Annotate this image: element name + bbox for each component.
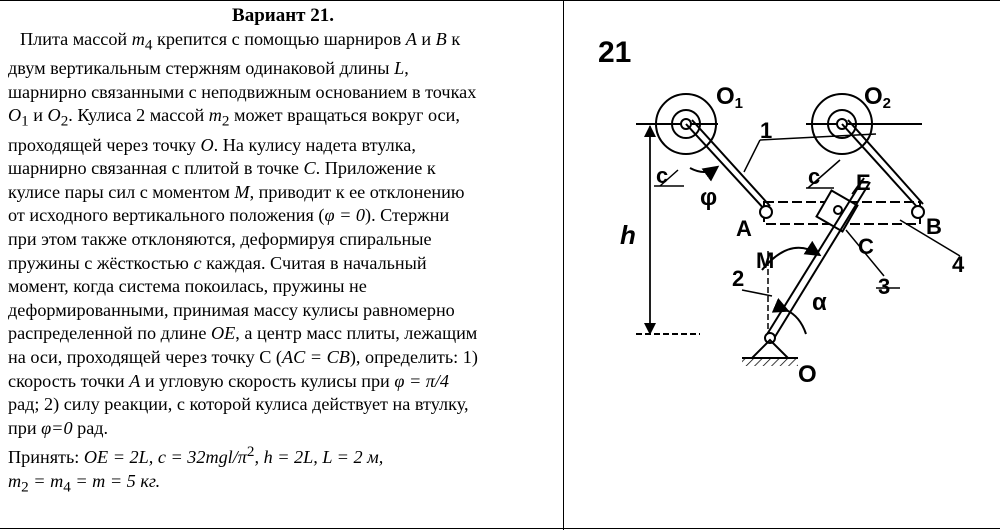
text-line-8: от исходного вертикального положения (φ = 0). Стержни [8, 205, 450, 226]
label-C: C [858, 234, 874, 259]
text-line-11: момент, когда система покоилась, пружины не [8, 276, 367, 297]
text-line-3: шарнирно связанными с неподвижным основанием в точках [8, 81, 477, 102]
support-hatching [742, 358, 798, 366]
text-line-15: скорость точки A и угловую скорость кулисы при φ = π/4 [8, 370, 450, 391]
hinge-A [760, 206, 772, 218]
hinge-B [912, 206, 924, 218]
text-line-16: рад; 2) силу реакции, с которой кулиса действует на втулку, [8, 394, 469, 415]
text-line-2: двум вертикальным стержням одинаковой длины L, [8, 58, 409, 79]
rod-O1-A [686, 124, 766, 211]
label-2: 2 [732, 266, 745, 291]
text-line-12: деформированными, принимая массу кулисы равномерно [8, 299, 455, 320]
label-c-left: c [656, 163, 669, 188]
text-line-7: кулисе пары сил с моментом M, приводит к ее отклонению [8, 181, 465, 202]
text-line-9: при этом также отклоняются, деформируя спиральные [8, 229, 432, 250]
label-M: M [756, 248, 775, 273]
text-line-6: шарнирно связанная с плитой в точке C. Приложение к [8, 158, 436, 179]
text-line-10: пружины с жёсткостью c каждая. Считая в начальный [8, 252, 427, 273]
variant-heading: Вариант 21. [232, 5, 334, 26]
text-line-1: Плита массой $m_4$ крепится с помощью шарниров A и B к [20, 29, 461, 54]
text-line-4: $O_1$ и $O_2$. Кулиса 2 массой $m_2$ может вращаться вокруг оси, [8, 105, 460, 131]
leader-1 [744, 140, 760, 172]
hinge-C [834, 206, 842, 214]
text-line-17: при φ=0 рад. [8, 417, 109, 438]
figure-number: 21 [598, 36, 632, 69]
text-line-13: распределенной по длине OE, а центр масс плиты, лежащим [8, 323, 478, 344]
text-line-18: Принять: OE = 2L, $c = 32mgl/\pi^2$, h = 2L, L = 2 м, [8, 443, 384, 468]
label-O2: O2 [864, 83, 892, 112]
label-O1: O1 [716, 83, 744, 112]
label-3: 3 [878, 274, 891, 299]
text-line-14: на оси, проходящей через точку С (AC = CB), определить: 1) [8, 347, 478, 367]
hinge-O [765, 333, 775, 343]
kulisa-OE-2 [773, 182, 870, 340]
label-h: h [620, 220, 636, 250]
label-4: 4 [952, 252, 965, 277]
label-B: B [926, 214, 942, 239]
text-line-5: проходящей через точку O. На кулису надета втулка, [8, 134, 416, 155]
label-A: A [736, 216, 752, 241]
phi-arc [690, 168, 716, 172]
leader-1b [760, 134, 876, 140]
label-c-mid: c [808, 164, 821, 189]
label-1: 1 [760, 118, 773, 143]
label-O: O [798, 361, 817, 388]
label-alpha: α [812, 289, 827, 316]
label-phi: φ [700, 184, 718, 211]
label-E: E [856, 170, 871, 195]
text-line-19: $m_2 = m_4 = m = 5$ кг. [8, 471, 161, 496]
